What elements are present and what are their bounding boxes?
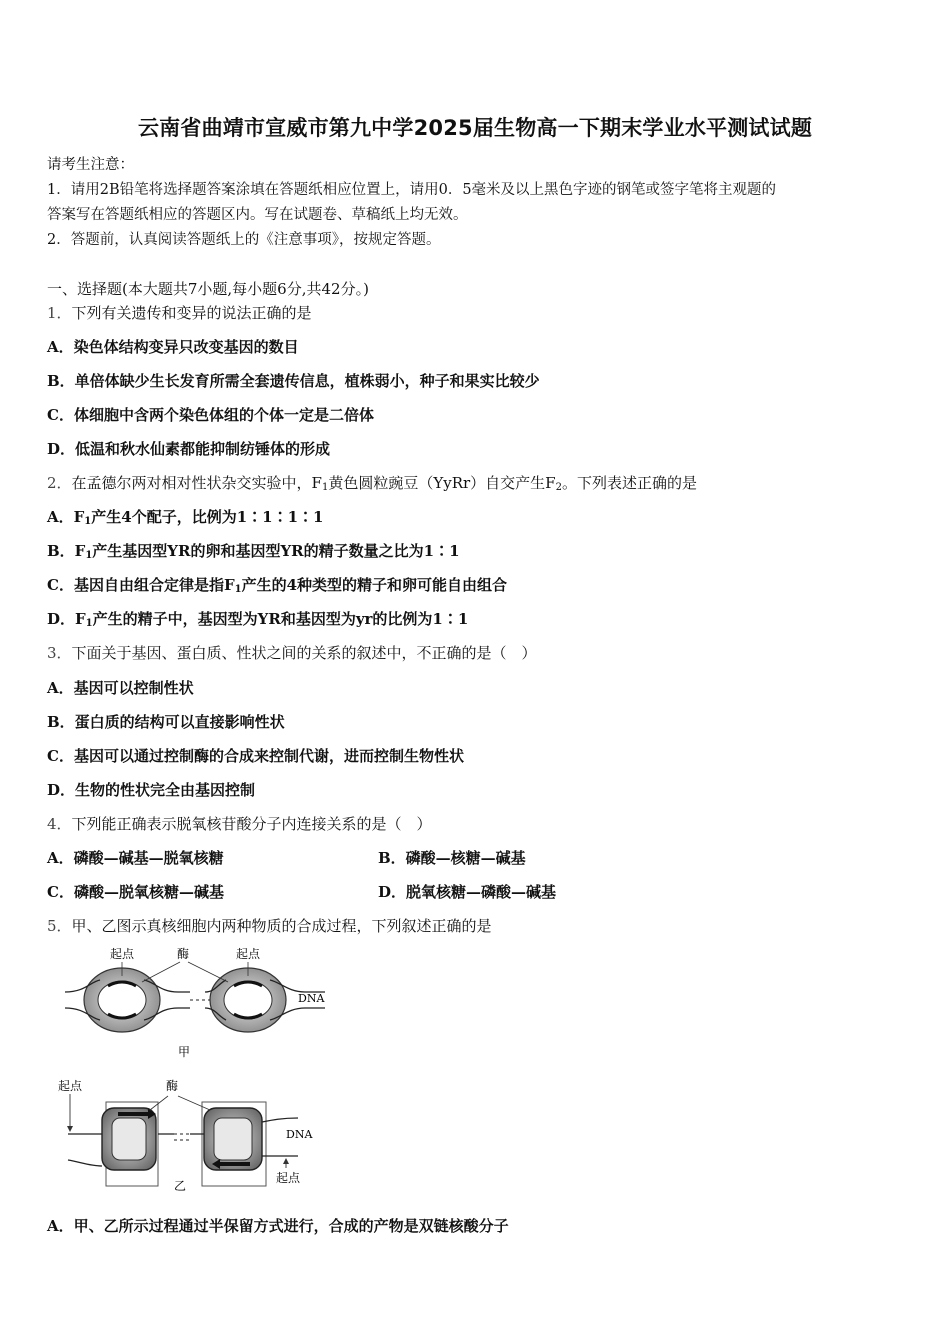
option-text: 产生的精子中，基因型为YR和基因型为yr的比例为1∶1 — [92, 610, 469, 628]
option-text: 产生基因型YR的卵和基因型YR的精子数量之比为1∶1 — [92, 542, 460, 560]
q4-option-c: C．磷酸—脱氧核糖—碱基 — [47, 883, 224, 901]
notice-item-2: 2．答题前，认真阅读答题纸上的《注意事项》，按规定答题。 — [47, 232, 441, 248]
question-number: 5． — [47, 917, 72, 935]
subscript: 2 — [555, 482, 562, 493]
question-1 — [47, 302, 312, 323]
bubble-inner-left — [112, 1118, 146, 1160]
option-text: 产生的4种类型的精子和卵可能自由组合 — [241, 576, 508, 594]
arrow-head — [283, 1158, 289, 1164]
label-dna: DNA — [286, 1128, 313, 1141]
q4-option-b: B．磷酸—核糖—碱基 — [378, 849, 526, 867]
question-2 — [47, 472, 697, 493]
q1-option-d: D．低温和秋水仙素都能抑制纺锤体的形成 — [47, 440, 331, 458]
subscript: 1 — [84, 516, 92, 527]
label-enzyme: 酶 — [166, 1079, 179, 1093]
question-number: 3． — [47, 644, 72, 662]
question-stem: 下面关于基因、蛋白质、性状之间的关系的叙述中，不正确的是（ ） — [71, 644, 537, 662]
notice-item-1a: 1．请用2B铅笔将选择题答案涂填在答题纸相应位置上，请用0．5毫米及以上黑色字迹的钢笔或签字笔将主观题的 — [47, 182, 777, 198]
subscript: 1 — [85, 550, 93, 561]
arrow-head — [67, 1126, 73, 1132]
question-stem-a: 在孟德尔两对相对性状杂交实验中，F — [71, 474, 322, 492]
option-text: A．F — [47, 508, 85, 526]
label-origin-bottom: 起点 — [276, 1171, 301, 1185]
dna-strand — [262, 1118, 298, 1122]
figure-jia-dna-replication — [60, 940, 360, 1065]
q3-option-c: C．基因可以通过控制酶的合成来控制代谢，进而控制生物性状 — [47, 747, 464, 765]
q4-option-a: A．磷酸—碱基—脱氧核糖 — [47, 849, 224, 867]
q1-option-a: A．染色体结构变异只改变基因的数目 — [47, 338, 299, 356]
label-origin-top: 起点 — [58, 1079, 83, 1093]
subscript: 1 — [234, 584, 242, 595]
label-enzyme: 酶 — [177, 947, 190, 961]
section-heading: 一、选择题(本大题共7小题,每小题6分,共42分。) — [47, 280, 369, 298]
figure-caption-jia: 甲 — [178, 1045, 191, 1059]
question-stem-c: 。下列表述正确的是 — [561, 474, 697, 492]
question-number: 1． — [47, 304, 72, 322]
q3-option-b: B．蛋白质的结构可以直接影响性状 — [47, 713, 285, 731]
question-stem: 下列能正确表示脱氧核苷酸分子内连接关系的是（ ） — [71, 815, 432, 833]
question-stem-b: 黄色圆粒豌豆（YyRr）自交产生F — [328, 474, 556, 492]
bubble-inner-right — [224, 981, 272, 1019]
option-text: 产生4个配子，比例为1∶1∶1∶1 — [91, 508, 324, 526]
label-pointer — [142, 962, 180, 982]
question-5 — [47, 915, 492, 936]
question-3 — [47, 642, 537, 663]
q1-option-c: C．体细胞中含两个染色体组的个体一定是二倍体 — [47, 406, 374, 424]
label-origin-left: 起点 — [110, 947, 135, 961]
q2-option-c — [47, 574, 507, 595]
page-title: 云南省曲靖市宣威市第九中学2025届生物高一下期末学业水平测试试题 — [137, 116, 813, 140]
label-origin-right: 起点 — [236, 947, 261, 961]
option-text: C．基因自由组合定律是指F — [47, 576, 235, 594]
option-text: B．F — [47, 542, 86, 560]
q3-option-a: A．基因可以控制性状 — [47, 679, 194, 697]
label-dna: DNA — [298, 992, 325, 1005]
q2-option-b — [47, 540, 460, 561]
label-pointer — [150, 1096, 168, 1110]
question-4 — [47, 813, 432, 834]
option-text: D．F — [47, 610, 86, 628]
question-stem: 甲、乙图示真核细胞内两种物质的合成过程，下列叙述正确的是 — [71, 917, 492, 935]
subscript: 1 — [85, 618, 93, 629]
bubble-inner-left — [98, 981, 146, 1019]
q3-option-d: D．生物的性状完全由基因控制 — [47, 781, 256, 799]
bubble-inner-right — [214, 1118, 252, 1160]
figure-yi-transcription — [50, 1072, 350, 1197]
subscript: 1 — [321, 482, 329, 493]
notice-item-1b: 答案写在答题纸相应的答题区内。写在试题卷、草稿纸上均无效。 — [47, 207, 468, 223]
label-pointer — [188, 962, 228, 982]
question-stem: 下列有关遗传和变异的说法正确的是 — [71, 304, 312, 322]
notice-heading: 请考生注意： — [47, 157, 134, 173]
question-number: 2． — [47, 474, 72, 492]
q1-option-b: B．单倍体缺少生长发育所需全套遗传信息，植株弱小，种子和果实比较少 — [47, 372, 540, 390]
q2-option-a — [47, 506, 323, 527]
q5-option-a: A．甲、乙所示过程通过半保留方式进行，合成的产物是双链核酸分子 — [47, 1217, 509, 1235]
q4-option-d: D．脱氧核糖—磷酸—碱基 — [378, 883, 557, 901]
dna-strand — [68, 1160, 102, 1166]
q2-option-d — [47, 608, 468, 629]
label-pointer — [178, 1096, 210, 1110]
question-number: 4． — [47, 815, 72, 833]
figure-caption-yi: 乙 — [174, 1179, 187, 1193]
